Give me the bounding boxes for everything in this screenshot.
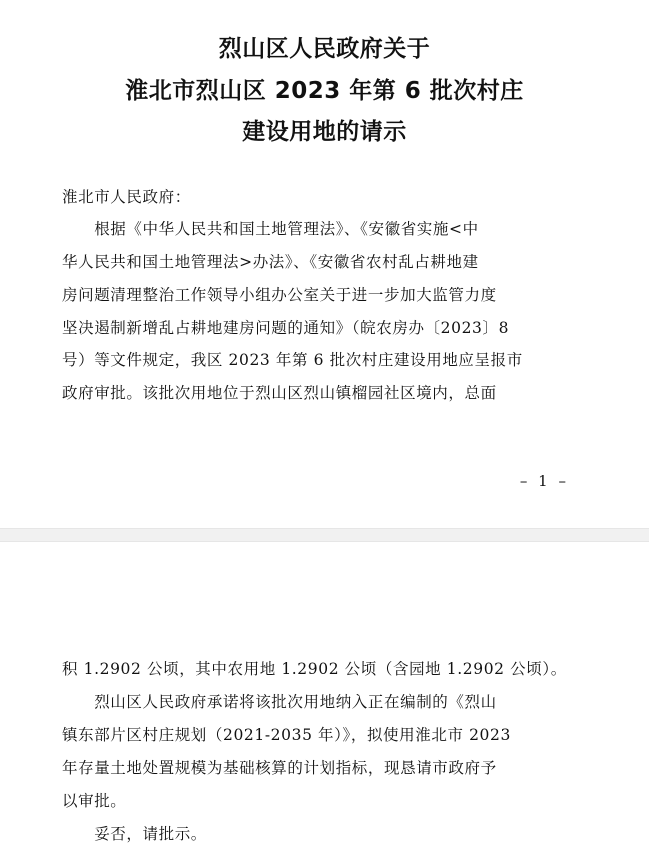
body-line: 积 1.2902 公顷，其中农用地 1.2902 公顷（含园地 1.2902 公顷）。 <box>62 660 567 678</box>
document-title-line-1: 烈山区人民政府关于 <box>218 36 431 62</box>
body-line: 镇东部片区村庄规划（2021-2035 年）》，拟使用淮北市 2023 <box>62 726 511 744</box>
document-title-line-2: 淮北市烈山区 2023 年第 6 批次村庄 <box>125 78 524 104</box>
body-line: 以审批。 <box>62 792 127 810</box>
body-line: 烈山区人民政府承诺将该批次用地纳入正在编制的《烈山 <box>62 693 497 711</box>
body-line: 根据《中华人民共和国土地管理法》、《安徽省实施<中 <box>62 220 479 238</box>
document-page-2 <box>0 542 649 850</box>
closing-line: 妥否，请批示。 <box>62 825 207 843</box>
salutation: 淮北市人民政府： <box>62 188 191 206</box>
page-separator <box>0 528 649 542</box>
body-line: 号）等文件规定，我区 2023 年第 6 批次村庄建设用地应呈报市 <box>62 351 523 369</box>
page-number: – 1 – <box>519 472 569 490</box>
body-line: 政府审批。该批次用地位于烈山区烈山镇榴园社区境内，总面 <box>62 384 497 402</box>
body-line: 年存量土地处置规模为基础核算的计划指标，现恳请市政府予 <box>62 759 497 777</box>
body-line: 坚决遏制新增乱占耕地建房问题的通知》（皖农房办〔2023〕8 <box>62 319 510 337</box>
body-line: 华人民共和国土地管理法>办法》、《安徽省农村乱占耕地建 <box>62 253 479 271</box>
body-line: 房问题清理整治工作领导小组办公室关于进一步加大监管力度 <box>62 286 497 304</box>
document-title-line-3: 建设用地的请示 <box>242 119 407 145</box>
